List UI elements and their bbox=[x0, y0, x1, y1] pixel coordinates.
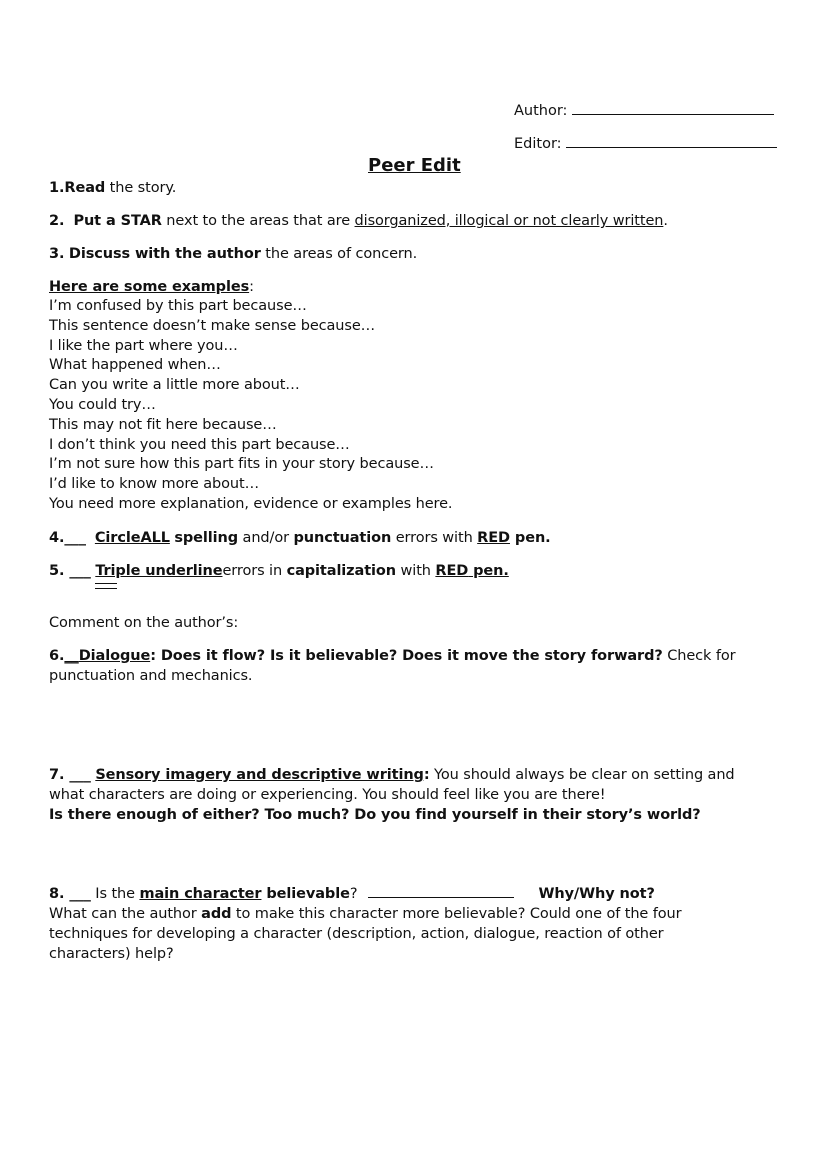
example-line: This sentence doesn’t make sense because… bbox=[49, 317, 376, 334]
example-line: I don’t think you need this part because… bbox=[49, 436, 350, 453]
example-line: This may not fit here because… bbox=[49, 416, 277, 433]
example-line: I’d like to know more about… bbox=[49, 476, 259, 493]
page-title: Peer Edit bbox=[368, 155, 461, 176]
item-8-line-2: What can the author add to make this character more believable? Could one of the four bbox=[49, 906, 682, 922]
example-line: I’m not sure how this part fits in your story because… bbox=[49, 456, 434, 473]
item-8: 8. ___ Is the main character believable? Why/Why not? bbox=[49, 886, 655, 902]
item-6-line-2: punctuation and mechanics. bbox=[49, 668, 253, 684]
example-line: I like the part where you… bbox=[49, 337, 238, 354]
answer-blank bbox=[368, 885, 514, 898]
example-line: You could try… bbox=[49, 397, 156, 413]
item-5: 5. ___ Triple underlineerrors in capitalization with RED pen. bbox=[49, 563, 509, 579]
item-6: 6.__Dialogue: Does it flow? Is it believable? Does it move the story forward? Check for bbox=[49, 648, 736, 664]
author-field bbox=[514, 100, 774, 119]
item-7-line-2: what characters are doing or experiencing. You should feel like you are there! bbox=[49, 787, 606, 803]
editor-field bbox=[514, 133, 777, 152]
item-7-line-3: Is there enough of either? Too much? Do you find yourself in their story’s world? bbox=[49, 807, 701, 823]
author-label: Author: bbox=[514, 103, 568, 119]
editor-label: Editor: bbox=[514, 136, 562, 152]
item-8-line-3: techniques for developing a character (description, action, dialogue, reaction of other bbox=[49, 926, 664, 942]
item-3: 3. Discuss with the author the areas of concern. bbox=[49, 246, 418, 262]
example-line: What happened when… bbox=[49, 357, 221, 374]
example-line: You need more explanation, evidence or examples here. bbox=[49, 496, 453, 512]
example-line: I’m confused by this part because… bbox=[49, 298, 307, 314]
item-7: 7. ___ Sensory imagery and descriptive writing: You should always be clear on setting and bbox=[49, 767, 735, 783]
item-4: 4.___ CircleALL spelling and/or punctuation errors with RED pen. bbox=[49, 530, 551, 546]
comment-intro: Comment on the author’s: bbox=[49, 615, 239, 631]
item-2: 2. Put a STAR next to the areas that are disorganized, illogical or not clearly written. bbox=[49, 213, 668, 229]
examples-heading: Here are some examples: bbox=[49, 279, 254, 295]
item-1: 1.Read the story. bbox=[49, 180, 177, 196]
author-line bbox=[572, 100, 774, 115]
triple-underline-mark bbox=[95, 583, 117, 589]
item-8-line-4: characters) help? bbox=[49, 946, 174, 962]
editor-line bbox=[566, 133, 777, 148]
example-line: Can you write a little more about… bbox=[49, 377, 300, 394]
